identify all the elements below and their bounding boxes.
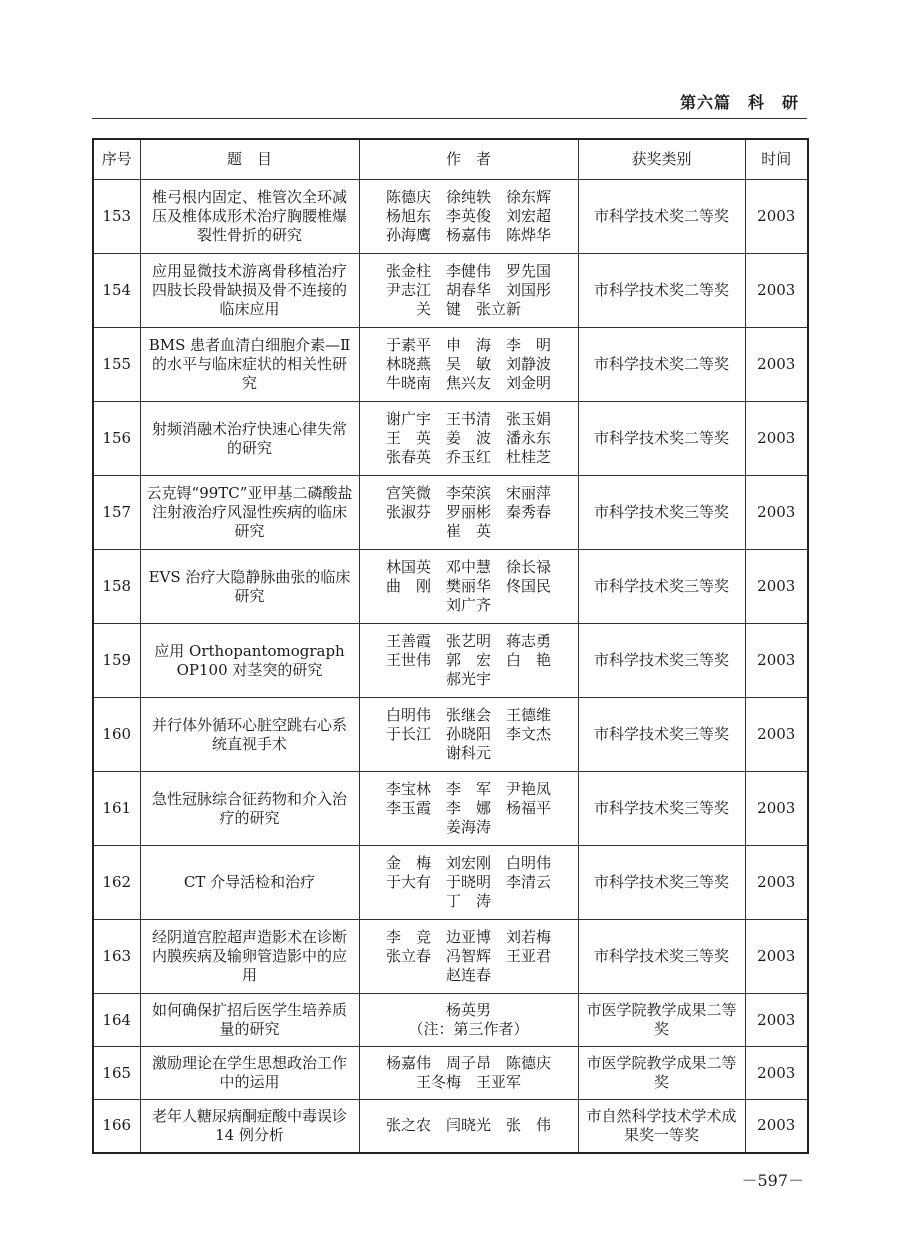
authors-cell — [359, 180, 578, 254]
authors-cell — [359, 550, 578, 624]
author-line: 于长江 孙晓阳 李文杰 — [385, 725, 551, 743]
row-number: 165 — [93, 1047, 140, 1100]
author-line: 姜海涛 — [445, 818, 491, 836]
awards-table — [92, 138, 809, 1154]
column-header-title: 题 目 — [140, 139, 359, 180]
table-row — [93, 550, 808, 624]
author-line: 金 梅 刘宏刚 白明伟 — [385, 854, 551, 872]
authors-cell — [359, 328, 578, 402]
author-line: 李宝林 李 军 尹艳凤 — [385, 780, 551, 798]
table-row — [93, 328, 808, 402]
author-line: 李 竞 边亚博 刘若梅 — [385, 928, 551, 946]
column-header-award: 获奖类别 — [578, 139, 745, 180]
author-line: 谢科元 — [445, 744, 491, 762]
row-number: 164 — [93, 994, 140, 1047]
author-line: 刘广齐 — [445, 596, 491, 614]
author-line: 杨英男 — [445, 1001, 491, 1019]
table-row — [93, 1100, 808, 1153]
row-number: 159 — [93, 624, 140, 698]
author-line: 张春英 乔玉红 杜桂芝 — [385, 448, 551, 466]
authors-cell — [359, 772, 578, 846]
author-line: 丁 涛 — [445, 892, 491, 910]
row-number: 156 — [93, 402, 140, 476]
award-category: 市科学技术奖三等奖 — [578, 550, 745, 624]
project-title: 云克锝“99TC”亚甲基二磷酸盐注射液治疗风湿性疾病的临床研究 — [140, 476, 359, 550]
author-line: 白明伟 张继会 王德维 — [385, 706, 551, 724]
award-category: 市科学技术奖二等奖 — [578, 402, 745, 476]
award-year: 2003 — [745, 994, 808, 1047]
project-title: 射频消融术治疗快速心律失常的研究 — [140, 402, 359, 476]
authors-cell — [359, 254, 578, 328]
authors-cell — [359, 1100, 578, 1153]
award-category: 市医学院教学成果二等奖 — [578, 1047, 745, 1100]
author-line: 张立春 冯智辉 王亚君 — [385, 947, 551, 965]
author-line: 关 键 张立新 — [415, 300, 521, 318]
award-year: 2003 — [745, 772, 808, 846]
column-header-year: 时间 — [745, 139, 808, 180]
project-title: EVS 治疗大隐静脉曲张的临床研究 — [140, 550, 359, 624]
author-line: 王世伟 郭 宏 白 艳 — [385, 651, 551, 669]
award-year: 2003 — [745, 254, 808, 328]
author-line: 张淑芬 罗丽彬 秦秀春 — [385, 503, 551, 521]
column-header-number: 序号 — [93, 139, 140, 180]
row-number: 160 — [93, 698, 140, 772]
award-year: 2003 — [745, 920, 808, 994]
authors-cell — [359, 1047, 578, 1100]
table-row — [93, 1047, 808, 1100]
author-line: 林晓燕 吴 敏 刘静波 — [385, 355, 551, 373]
award-year: 2003 — [745, 328, 808, 402]
row-number: 162 — [93, 846, 140, 920]
author-line: 林国英 邓中慧 徐长禄 — [385, 558, 551, 576]
table-header-row — [93, 139, 808, 180]
award-category: 市自然科学技术学术成果奖一等奖 — [578, 1100, 745, 1153]
row-number: 155 — [93, 328, 140, 402]
author-line: 于大有 于晓明 李清云 — [385, 873, 551, 891]
row-number: 158 — [93, 550, 140, 624]
authors-cell — [359, 476, 578, 550]
award-category: 市科学技术奖二等奖 — [578, 180, 745, 254]
table-row — [93, 920, 808, 994]
author-line: 宫笑微 李荣滨 宋丽萍 — [385, 484, 551, 502]
table-row — [93, 402, 808, 476]
author-line: 张金柱 李健伟 罗先国 — [385, 262, 551, 280]
award-year: 2003 — [745, 1047, 808, 1100]
table-row — [93, 698, 808, 772]
award-year: 2003 — [745, 180, 808, 254]
table-row — [93, 772, 808, 846]
award-year: 2003 — [745, 476, 808, 550]
author-line: 杨旭东 李英俊 刘宏超 — [385, 207, 551, 225]
project-title: 应用 Orthopantomograph OP100 对茎突的研究 — [140, 624, 359, 698]
award-year: 2003 — [745, 698, 808, 772]
table-row — [93, 254, 808, 328]
award-year: 2003 — [745, 624, 808, 698]
project-title: CT 介导活检和治疗 — [140, 846, 359, 920]
running-head — [92, 86, 807, 119]
author-line: 谢广宇 王书清 张玉娟 — [385, 410, 551, 428]
author-line: 尹志江 胡春华 刘国彤 — [385, 281, 551, 299]
project-title: 老年人糖尿病酮症酸中毒误诊 14 例分析 — [140, 1100, 359, 1153]
row-number: 157 — [93, 476, 140, 550]
author-line: 郝光宇 — [445, 670, 491, 688]
author-line: 孙海鹰 杨嘉伟 陈烨华 — [385, 226, 551, 244]
award-category: 市科学技术奖三等奖 — [578, 624, 745, 698]
author-line: （注：第三作者） — [408, 1020, 529, 1038]
section-title: 第六篇 科 研 — [679, 93, 799, 112]
award-year: 2003 — [745, 1100, 808, 1153]
table-body — [93, 180, 808, 1153]
author-line: 于素平 申 海 李 明 — [385, 336, 551, 354]
project-title: 如何确保扩招后医学生培养质量的研究 — [140, 994, 359, 1047]
project-title: 应用显微技术游离骨移植治疗四肢长段骨缺损及骨不连接的临床应用 — [140, 254, 359, 328]
authors-cell — [359, 846, 578, 920]
project-title: 激励理论在学生思想政治工作中的运用 — [140, 1047, 359, 1100]
author-line: 崔 英 — [445, 522, 491, 540]
author-line: 曲 刚 樊丽华 佟国民 — [385, 577, 551, 595]
author-line: 王 英 姜 波 潘永东 — [385, 429, 551, 447]
authors-cell — [359, 920, 578, 994]
author-line: 赵连春 — [445, 966, 491, 984]
column-header-authors: 作 者 — [359, 139, 578, 180]
table-row — [93, 180, 808, 254]
author-line: 张之农 闫晓光 张 伟 — [385, 1116, 551, 1135]
project-title: 经阴道宫腔超声造影术在诊断内膜疾病及输卵管造影中的应用 — [140, 920, 359, 994]
authors-cell — [359, 698, 578, 772]
award-year: 2003 — [745, 402, 808, 476]
page-number: －597－ — [741, 1171, 804, 1190]
row-number: 166 — [93, 1100, 140, 1153]
award-year: 2003 — [745, 846, 808, 920]
award-category: 市科学技术奖三等奖 — [578, 772, 745, 846]
authors-cell — [359, 994, 578, 1047]
table-row — [93, 624, 808, 698]
row-number: 153 — [93, 180, 140, 254]
author-line: 牛晓南 焦兴友 刘金明 — [385, 374, 551, 392]
author-line: 王冬梅 王亚军 — [415, 1073, 521, 1091]
project-title: 并行体外循环心脏空跳右心系统直视手术 — [140, 698, 359, 772]
award-category: 市科学技术奖三等奖 — [578, 698, 745, 772]
row-number: 161 — [93, 772, 140, 846]
author-line: 王善霞 张艺明 蒋志勇 — [385, 632, 551, 650]
award-year: 2003 — [745, 550, 808, 624]
award-category: 市科学技术奖三等奖 — [578, 476, 745, 550]
award-category: 市科学技术奖二等奖 — [578, 254, 745, 328]
authors-cell — [359, 624, 578, 698]
project-title: 急性冠脉综合征药物和介入治疗的研究 — [140, 772, 359, 846]
table-row — [93, 476, 808, 550]
award-category: 市科学技术奖三等奖 — [578, 846, 745, 920]
row-number: 163 — [93, 920, 140, 994]
author-line: 李玉霞 李 娜 杨福平 — [385, 799, 551, 817]
award-category: 市医学院教学成果二等奖 — [578, 994, 745, 1047]
authors-cell — [359, 402, 578, 476]
project-title: 椎弓根内固定、椎管次全环减压及椎体成形术治疗胸腰椎爆裂性骨折的研究 — [140, 180, 359, 254]
table-row — [93, 846, 808, 920]
project-title: BMS 患者血清白细胞介素—Ⅱ的水平与临床症状的相关性研究 — [140, 328, 359, 402]
author-line: 陈德庆 徐纯轶 徐东辉 — [385, 188, 551, 206]
row-number: 154 — [93, 254, 140, 328]
author-line: 杨嘉伟 周子昂 陈德庆 — [385, 1054, 551, 1072]
award-category: 市科学技术奖二等奖 — [578, 328, 745, 402]
table-row — [93, 994, 808, 1047]
award-category: 市科学技术奖三等奖 — [578, 920, 745, 994]
